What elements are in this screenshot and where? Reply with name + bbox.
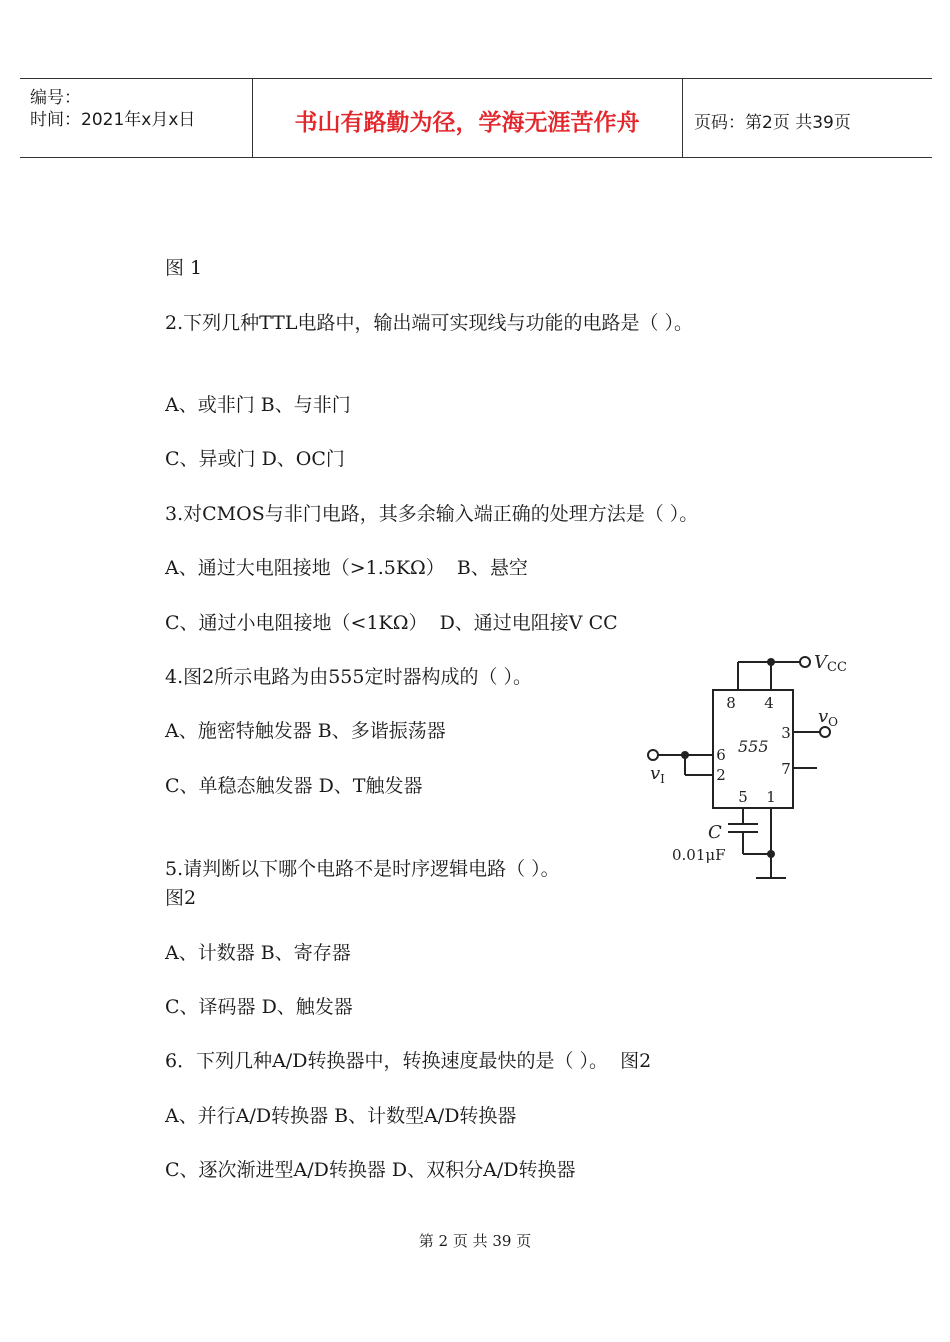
question-2-options-cd: C、异或门 D、OC门: [165, 448, 345, 470]
circuit-555-figure: [640, 652, 870, 887]
header-left-cell: [20, 79, 253, 157]
question-3: 3.对CMOS与非门电路，其多余输入端正确的处理方法是（ ）。: [165, 503, 699, 525]
header-right-cell: [682, 79, 932, 157]
question-4-options-cd: C、单稳态触发器 D、T触发器: [165, 775, 423, 797]
pin-5-label: 5: [738, 788, 748, 806]
vo-label: $v_O$: [818, 706, 839, 729]
pin-1-label: 1: [766, 788, 776, 806]
question-2: 2.下列几种TTL电路中，输出端可实现线与功能的电路是（ ）。: [165, 312, 693, 334]
pin-6-label: 6: [716, 746, 726, 764]
pin-3-label: 3: [781, 724, 791, 742]
question-6: 6．下列几种A/D转换器中，转换速度最快的是（ ）。 图2: [165, 1050, 652, 1072]
question-5: 5.请判断以下哪个电路不是时序逻辑电路（ ）。: [165, 858, 560, 880]
figure-1-caption: 图 1: [165, 257, 203, 279]
question-6-options-cd: C、逐次渐进型A/D转换器 D、双积分A/D转换器: [165, 1159, 576, 1181]
capacitor-value: 0.01μF: [672, 846, 726, 864]
capacitor-label: C: [708, 822, 722, 843]
header-motto-cell: [252, 79, 683, 157]
number-label: 编号：: [30, 88, 81, 108]
question-5-options-ab: A、计数器 B、寄存器: [165, 942, 351, 964]
question-3-options-ab: A、通过大电阻接地（>1.5KΩ） B、悬空: [165, 557, 528, 579]
pin-7-label: 7: [781, 760, 791, 778]
pin-2-label: 2: [716, 766, 726, 784]
page-header: [20, 78, 932, 158]
question-3-options-cd: C、通过小电阻接地（<1KΩ） D、通过电阻接V CC: [165, 612, 618, 634]
figure-2-caption: 图2: [165, 887, 197, 909]
pin-8-label: 8: [726, 694, 736, 712]
question-2-options-ab: A、或非门 B、与非门: [165, 394, 351, 416]
motto: 书山有路勤为径，学海无涯苦作舟: [294, 110, 640, 136]
page-footer: 第 2 页 共 39 页: [418, 1232, 532, 1250]
question-6-options-ab: A、并行A/D转换器 B、计数型A/D转换器: [165, 1105, 517, 1127]
pin-4-label: 4: [764, 694, 774, 712]
chip-label: 555: [738, 737, 769, 756]
question-4-options-ab: A、施密特触发器 B、多谐振荡器: [165, 720, 446, 742]
question-5-options-cd: C、译码器 D、触发器: [165, 996, 353, 1018]
page-code: 页码：第2页 共39页: [694, 113, 851, 133]
question-4: 4.图2所示电路为由555定时器构成的（ ）。: [165, 666, 533, 688]
vi-label: $v_I$: [650, 763, 665, 786]
vcc-label: VCC: [814, 652, 847, 675]
time-label: 时间：2021年x月x日: [30, 110, 196, 130]
